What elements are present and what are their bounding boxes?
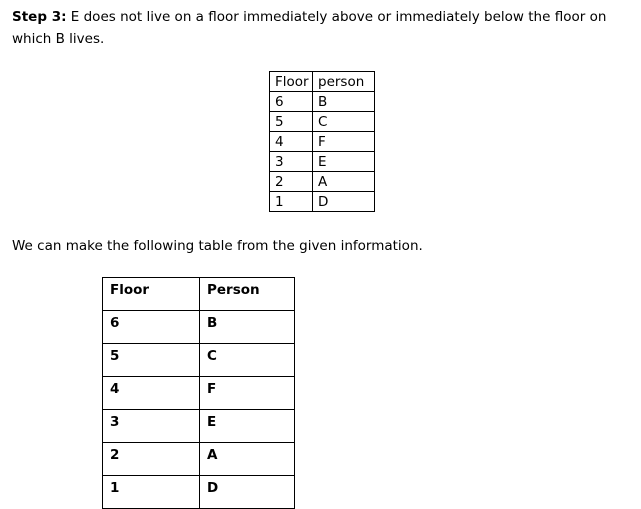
person-cell: C bbox=[313, 112, 375, 132]
table-row bbox=[103, 410, 295, 443]
floor-cell: 2 bbox=[270, 172, 313, 192]
table-row bbox=[270, 112, 375, 132]
person-cell: F bbox=[313, 132, 375, 152]
header-floor: Floor bbox=[270, 72, 313, 92]
table-row bbox=[270, 172, 375, 192]
table-header-row bbox=[270, 72, 375, 92]
table-header-row bbox=[103, 278, 295, 311]
floor-cell: 6 bbox=[103, 311, 200, 344]
person-cell: D bbox=[200, 476, 295, 509]
floor-cell: 5 bbox=[103, 344, 200, 377]
table-row bbox=[103, 344, 295, 377]
person-cell: B bbox=[313, 92, 375, 112]
person-cell: D bbox=[313, 192, 375, 212]
person-cell: A bbox=[200, 443, 295, 476]
table-row bbox=[103, 476, 295, 509]
floor-cell: 4 bbox=[270, 132, 313, 152]
person-cell: E bbox=[313, 152, 375, 172]
floor-cell: 6 bbox=[270, 92, 313, 112]
floor-cell: 1 bbox=[270, 192, 313, 212]
table-row bbox=[103, 311, 295, 344]
person-cell: E bbox=[200, 410, 295, 443]
table-row bbox=[270, 152, 375, 172]
table-row bbox=[270, 192, 375, 212]
intro-text: We can make the following table from the given information. bbox=[12, 238, 423, 254]
floor-cell: 1 bbox=[103, 476, 200, 509]
header-floor: Floor bbox=[103, 278, 200, 311]
step-paragraph bbox=[12, 6, 632, 50]
step-label: Step 3: bbox=[12, 9, 67, 25]
floor-cell: 5 bbox=[270, 112, 313, 132]
floor-cell: 3 bbox=[270, 152, 313, 172]
floor-cell: 3 bbox=[103, 410, 200, 443]
header-person: person bbox=[313, 72, 375, 92]
person-cell: B bbox=[200, 311, 295, 344]
floor-cell: 4 bbox=[103, 377, 200, 410]
big-floor-table bbox=[102, 277, 295, 509]
table-row bbox=[103, 377, 295, 410]
table-row bbox=[270, 92, 375, 112]
floor-cell: 2 bbox=[103, 443, 200, 476]
person-cell: A bbox=[313, 172, 375, 192]
person-cell: C bbox=[200, 344, 295, 377]
header-person: Person bbox=[200, 278, 295, 311]
person-cell: F bbox=[200, 377, 295, 410]
small-floor-table bbox=[269, 71, 375, 212]
table-row bbox=[270, 132, 375, 152]
step-text: E does not live on a floor immediately above or immediately below the floor on which B lives. bbox=[12, 9, 607, 47]
table-row bbox=[103, 443, 295, 476]
